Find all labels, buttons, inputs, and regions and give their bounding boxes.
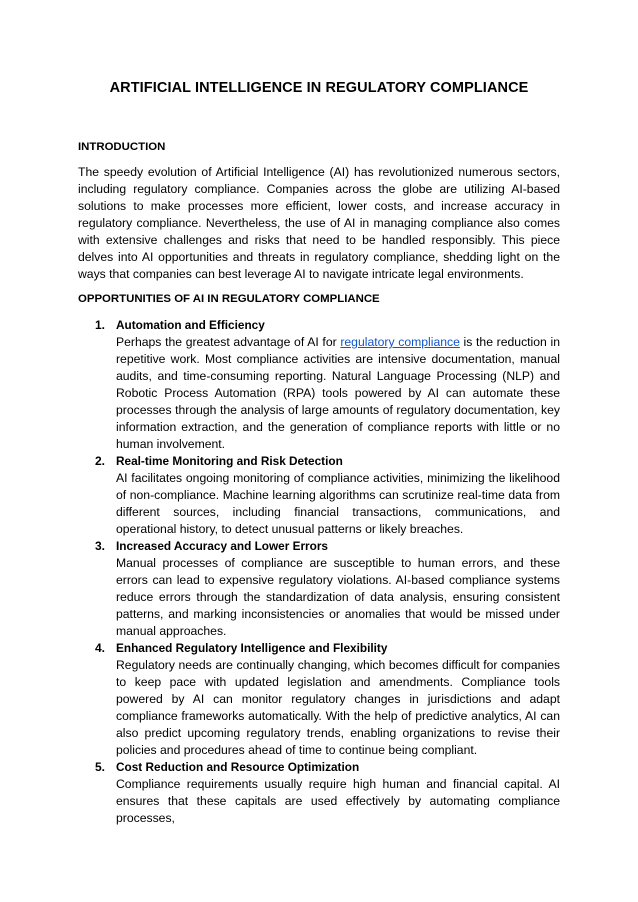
list-item [78,640,560,759]
list-item-text: Compliance requirements usually require high human and financial capital. AI ensures that these capitals are used effectively by automating compliance processes, [116,777,560,825]
list-item-title: Cost Reduction and Resource Optimization [116,760,360,774]
list-item-title: Enhanced Regulatory Intelligence and Flexibility [116,641,388,655]
list-item-text: Manual processes of compliance are susceptible to human errors, and these errors can lead to expensive regulatory violations. AI-based compliance systems reduce errors through the standardization of data analysis, ensuring consistent patterns, and marking inconsistencies or anomalies that would be missed under manual approaches. [116,556,560,638]
list-item-title: Real-time Monitoring and Risk Detection [116,454,343,468]
list-item-text-before-link: Perhaps the greatest advantage of AI for [116,335,341,349]
document-title: ARTIFICIAL INTELLIGENCE IN REGULATORY COMPLIANCE [109,80,529,96]
list-item [78,317,560,453]
list-item-text [116,334,560,453]
regulatory-compliance-link[interactable]: regulatory compliance [340,335,460,349]
introduction-heading: INTRODUCTION [78,141,166,153]
list-item-title: Increased Accuracy and Lower Errors [116,539,328,553]
list-item-number: 5. [95,760,106,774]
opportunities-heading: OPPORTUNITIES OF AI IN REGULATORY COMPLIANCE [78,293,380,305]
list-item-text-after-link: is the reduction in repetitive work. Most compliance activities are intensive documentation, manual audits, and time-consuming reporting. Natural Language Processing (NLP) and Robotic Process Automation (RPA) tools powered by AI can automate these processes through the analysis of large amounts of regulatory documentation, key information extraction, and the generation of compliance reports with little or no human involvement. [116,335,560,451]
list-item-number: 4. [95,641,106,655]
opportunities-list [78,317,560,827]
list-item-number: 3. [95,539,106,553]
list-item [78,759,560,827]
list-item-text: AI facilitates ongoing monitoring of compliance activities, minimizing the likelihood of non-compliance. Machine learning algorithms can scrutinize real-time data from different sources, including financial transactions, communications, and operational history, to detect unusual patterns or likely breaches. [116,471,560,536]
list-item-text: Regulatory needs are continually changing, which becomes difficult for companies to keep pace with updated legislation and amendments. Compliance tools powered by AI can monitor regulatory changes in jurisdictions and adapt compliance frameworks automatically. With the help of predictive analytics, AI can also predict upcoming regulatory trends, enabling organizations to revise their policies and procedures ahead of time to continue being compliant. [116,658,560,757]
list-item [78,453,560,538]
list-item-number: 2. [95,454,106,468]
list-item-title: Automation and Efficiency [116,318,265,332]
introduction-paragraph: The speedy evolution of Artificial Intelligence (AI) has revolutionized numerous sectors, including regulatory compliance. Companies across the globe are utilizing AI-based solutions to make processes more efficient, lower costs, and increase accuracy in regulatory compliance. Nevertheless, the use of AI in managing compliance also comes with extensive challenges and risks that need to be handled responsibly. This piece delves into AI opportunities and threats in regulatory compliance, shedding light on the ways that companies can best leverage AI to navigate intricate legal environments. [78,165,560,281]
list-item [78,538,560,640]
list-item-number: 1. [95,318,106,332]
